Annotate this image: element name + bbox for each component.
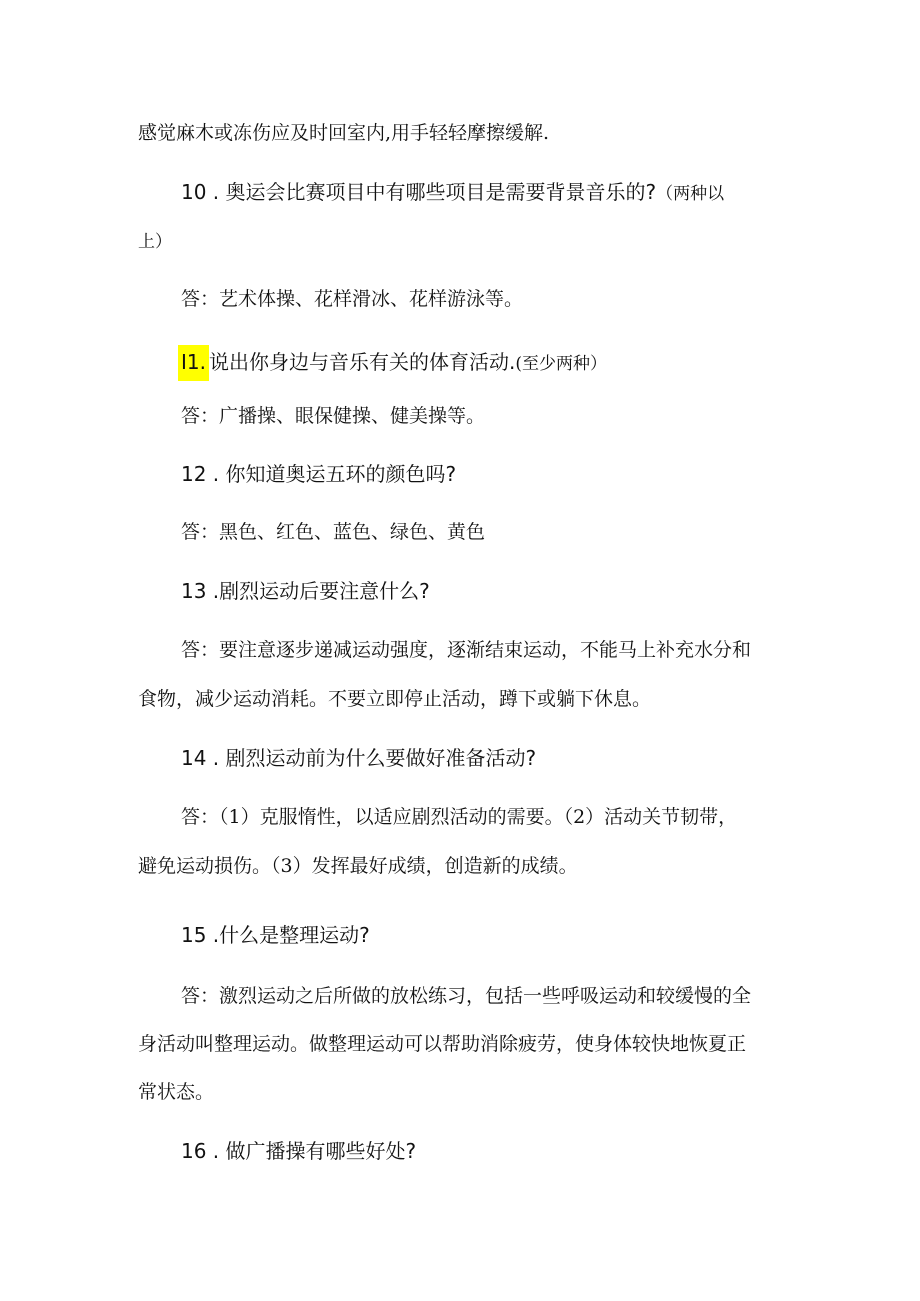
question-14 bbox=[181, 745, 536, 771]
question-text: . 你知道奥运五环的颜色吗? bbox=[206, 462, 457, 486]
answer-14-line-1: 答：（1）克服惰性，以适应剧烈活动的需要。（2）活动关节韧带， bbox=[181, 806, 738, 828]
question-note: (至少两种） bbox=[515, 354, 607, 374]
intro-text: 感觉麻木或冻伤应及时回室内,用手轻轻摩擦缓解. bbox=[138, 122, 550, 144]
answer-10-line-1: 答：艺术体操、花样滑冰、花样游泳等。 bbox=[181, 288, 524, 310]
answer-12-line-1: 答：黑色、红色、蓝色、绿色、黄色 bbox=[181, 521, 486, 543]
answer-15-line-1: 答：激烈运动之后所做的放松练习，包括一些呼吸运动和较缓慢的全 bbox=[181, 985, 752, 1007]
answer-13-line-2: 食物，减少运动消耗。不要立即停止活动，蹲下或躺下休息。 bbox=[138, 688, 652, 710]
answer-13-line-1: 答：要注意逐步递减运动强度，逐渐结束运动，不能马上补充水分和 bbox=[181, 639, 752, 661]
answer-14-line-2: 避免运动损伤。（3）发挥最好成绩，创造新的成绩。 bbox=[138, 855, 578, 877]
question-12 bbox=[181, 461, 456, 487]
question-note-continued: 上） bbox=[138, 232, 172, 252]
question-number: 10 bbox=[181, 180, 207, 204]
question-10 bbox=[181, 179, 724, 207]
question-number: 13 bbox=[181, 579, 207, 603]
question-number: 15 bbox=[181, 923, 207, 947]
question-number: 12 bbox=[181, 462, 207, 486]
question-15 bbox=[181, 922, 370, 948]
question-text: .剧烈运动后要注意什么? bbox=[206, 579, 430, 603]
question-11 bbox=[181, 345, 607, 381]
question-text: . 剧烈运动前为什么要做好准备活动? bbox=[206, 746, 537, 770]
question-text: .什么是整理运动? bbox=[206, 923, 370, 947]
question-note: （两种以 bbox=[656, 184, 725, 204]
question-number: 14 bbox=[181, 746, 207, 770]
question-number: 16 bbox=[181, 1139, 207, 1163]
answer-15-line-3: 常状态。 bbox=[138, 1081, 215, 1103]
question-text: 说出你身边与音乐有关的体育活动. bbox=[208, 350, 516, 374]
highlighted-question-number: I1. bbox=[178, 345, 209, 381]
question-text: . 做广播操有哪些好处? bbox=[206, 1139, 417, 1163]
question-13 bbox=[181, 578, 430, 604]
question-text: . 奥运会比赛项目中有哪些项目是需要背景音乐的? bbox=[206, 180, 657, 204]
answer-11-line-1: 答：广播操、眼保健操、健美操等。 bbox=[181, 405, 486, 427]
answer-15-line-2: 身活动叫整理运动。做整理运动可以帮助消除疲劳，使身体较快地恢夏正 bbox=[138, 1033, 747, 1055]
question-16 bbox=[181, 1138, 416, 1164]
